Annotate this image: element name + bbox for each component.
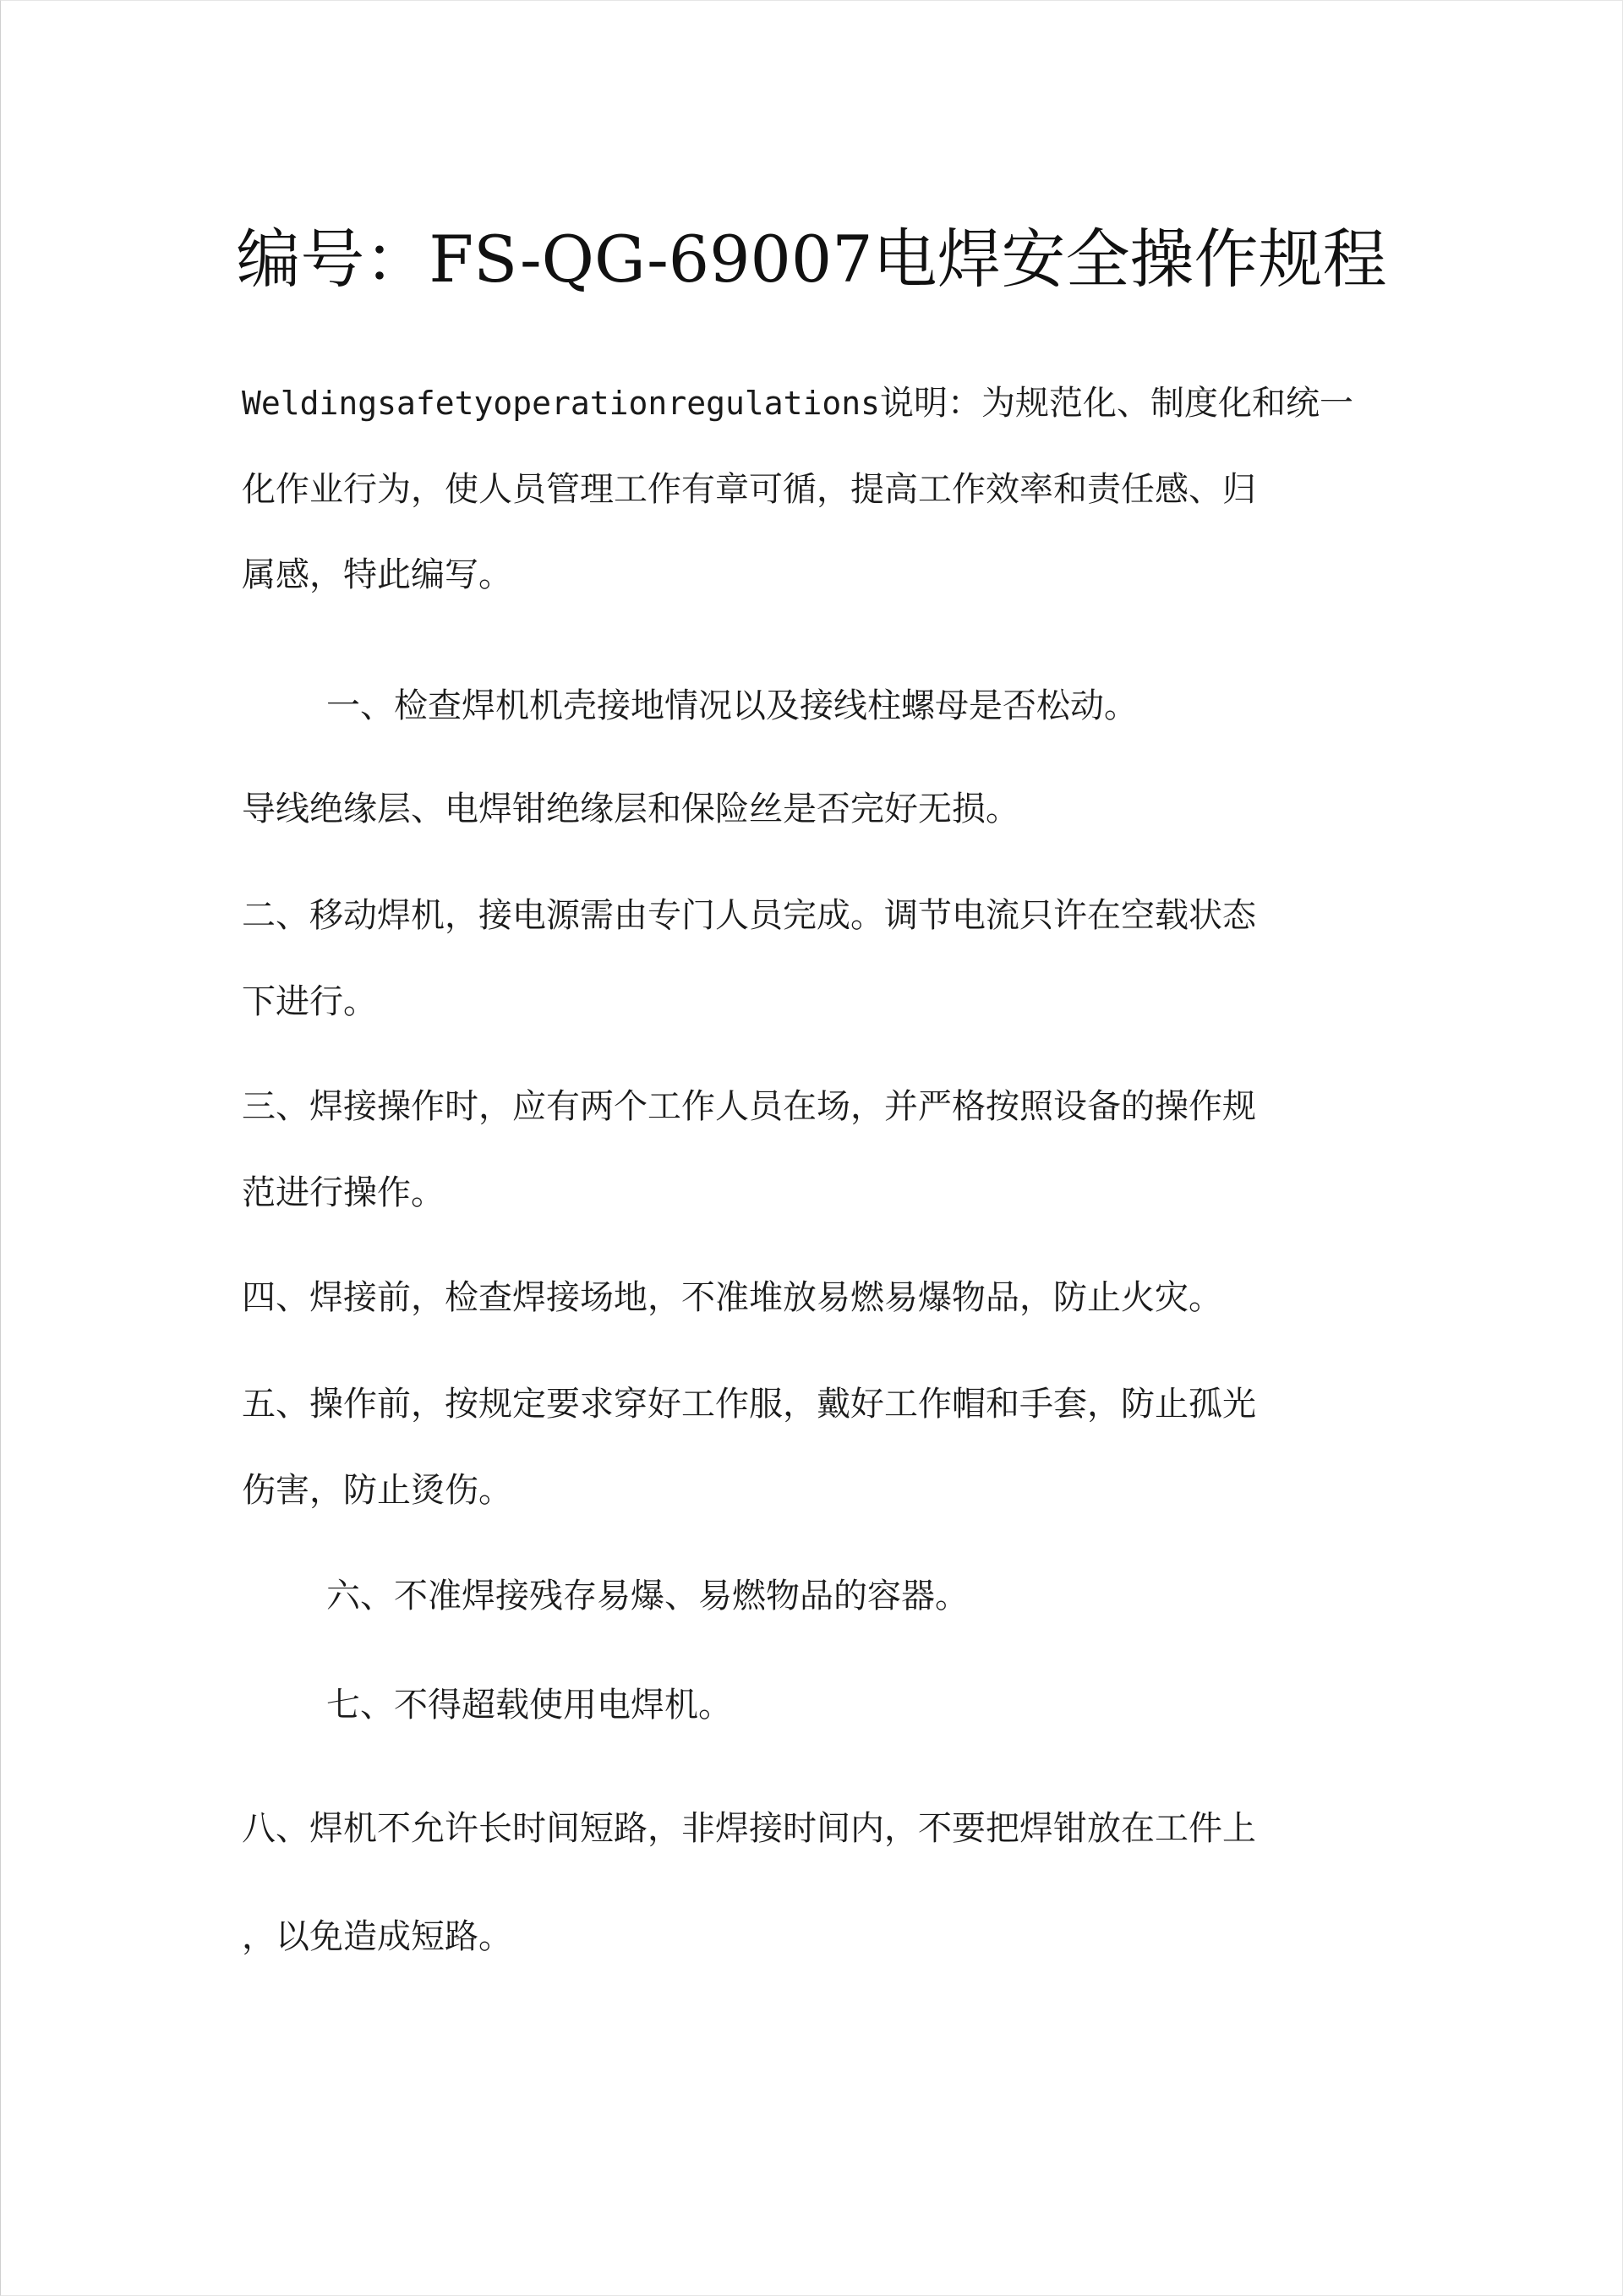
intro-line-2: 化作业行为，使人员管理工作有章可循，提高工作效率和责任感、归 bbox=[242, 470, 1256, 509]
item-one-line-1: 一、检查焊机机壳接地情况以及接线柱螺母是否松动。 bbox=[326, 686, 1138, 725]
item-seven: 七、不得超载使用电焊机。 bbox=[326, 1686, 732, 1725]
item-three-line-2: 范进行操作。 bbox=[242, 1173, 445, 1212]
intro-line-3: 属感，特此编写。 bbox=[242, 555, 512, 594]
intro-line-1 bbox=[242, 378, 1353, 429]
item-five-line-1: 五、操作前，按规定要求穿好工作服，戴好工作帽和手套，防止孤光 bbox=[242, 1385, 1256, 1424]
intro-english-title: Weldingsafetyoperationregulations bbox=[242, 385, 880, 422]
item-two-line-1: 二、移动焊机，接电源需由专门人员完成。调节电流只许在空载状态 bbox=[242, 896, 1256, 935]
intro-description-start: 说明：为规范化、制度化和统一 bbox=[879, 384, 1353, 423]
item-six: 六、不准焊接残存易爆、易燃物品的容器。 bbox=[326, 1577, 969, 1615]
item-eight-line-2: ，以免造成短路。 bbox=[242, 1917, 512, 1956]
item-two-line-2: 下进行。 bbox=[242, 982, 377, 1021]
item-eight-line-1: 八、焊机不允许长时间短路，非焊接时间内，不要把焊钳放在工件上 bbox=[242, 1809, 1256, 1848]
document-title: 编号：FS-QG-69007电焊安全操作规程 bbox=[236, 221, 1387, 297]
item-three-line-1: 三、焊接操作时，应有两个工作人员在场，并严格按照设备的操作规 bbox=[242, 1087, 1256, 1126]
item-four: 四、焊接前，检查焊接场地，不准堆放易燃易爆物品，防止火灾。 bbox=[242, 1278, 1222, 1317]
item-one-line-2: 导线绝缘层、电焊钳绝缘层和保险丝是否完好无损。 bbox=[242, 790, 1019, 828]
item-five-line-2: 伤害，防止烫伤。 bbox=[242, 1471, 512, 1510]
